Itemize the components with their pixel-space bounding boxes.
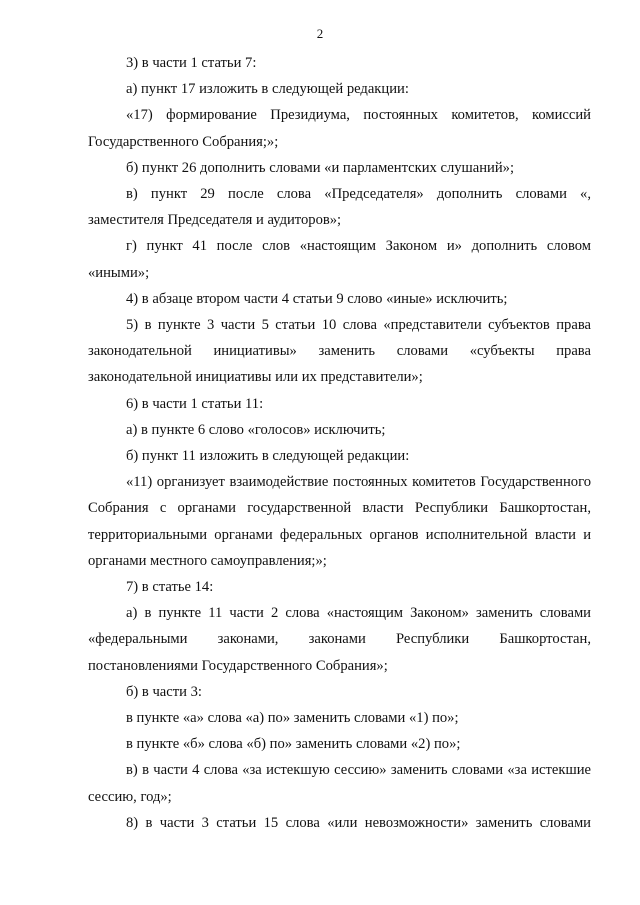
paragraph: 6) в части 1 статьи 11: <box>126 395 264 412</box>
paragraph: 8) в части 3 статьи 15 слова «или невозможности» заменить словами <box>126 814 591 831</box>
paragraph: 4) в абзаце втором части 4 статьи 9 слово «иные» исключить; <box>126 290 508 307</box>
paragraph: б) пункт 11 изложить в следующей редакции: <box>126 448 410 465</box>
paragraph: в пункте «а» слова «а) по» заменить словами «1) по»; <box>126 710 459 727</box>
paragraph: б) в части 3: <box>126 683 202 700</box>
paragraph: а) в пункте 6 слово «голосов» исключить; <box>126 421 386 438</box>
paragraph: «11) организует взаимодействие постоянных комитетов Государственного Собрания с органами государственной власти Республики Башкортостан, территориальными органами федеральных органов исполнительной власти и органами местного самоуправления;»; <box>88 474 591 569</box>
paragraph: в пункте «б» слова «б) по» заменить словами «2) по»; <box>126 736 461 753</box>
paragraph: 5) в пункте 3 части 5 статьи 10 слова «представители субъектов права законодательной инициативы» заменить словами «субъекты права законодательной инициативы или их представители»; <box>88 317 591 386</box>
paragraph: в) в части 4 слова «за истекшую сессию» заменить словами «за истекшие сессию, год»; <box>88 762 591 805</box>
paragraph: в) пункт 29 после слова «Председателя» дополнить словами «, заместителя Председателя и аудиторов»; <box>88 186 591 229</box>
paragraph: а) пункт 17 изложить в следующей редакции: <box>126 81 409 98</box>
paragraph: «17) формирование Президиума, постоянных комитетов, комиссий Государственного Собрания;»; <box>88 107 591 150</box>
paragraph: г) пункт 41 после слов «настоящим Законом и» дополнить словом «иными»; <box>88 238 591 281</box>
paragraph: б) пункт 26 дополнить словами «и парламентских слушаний»; <box>126 159 515 176</box>
page-number: 2 <box>316 26 324 41</box>
paragraph: а) в пункте 11 части 2 слова «настоящим Законом» заменить словами «федеральными законами, законами Республики Башкортостан, постановлениями Государственного Собрания»; <box>88 605 591 674</box>
paragraph: 7) в статье 14: <box>126 579 214 596</box>
document-body <box>88 50 591 836</box>
paragraph: 3) в части 1 статьи 7: <box>126 55 257 71</box>
